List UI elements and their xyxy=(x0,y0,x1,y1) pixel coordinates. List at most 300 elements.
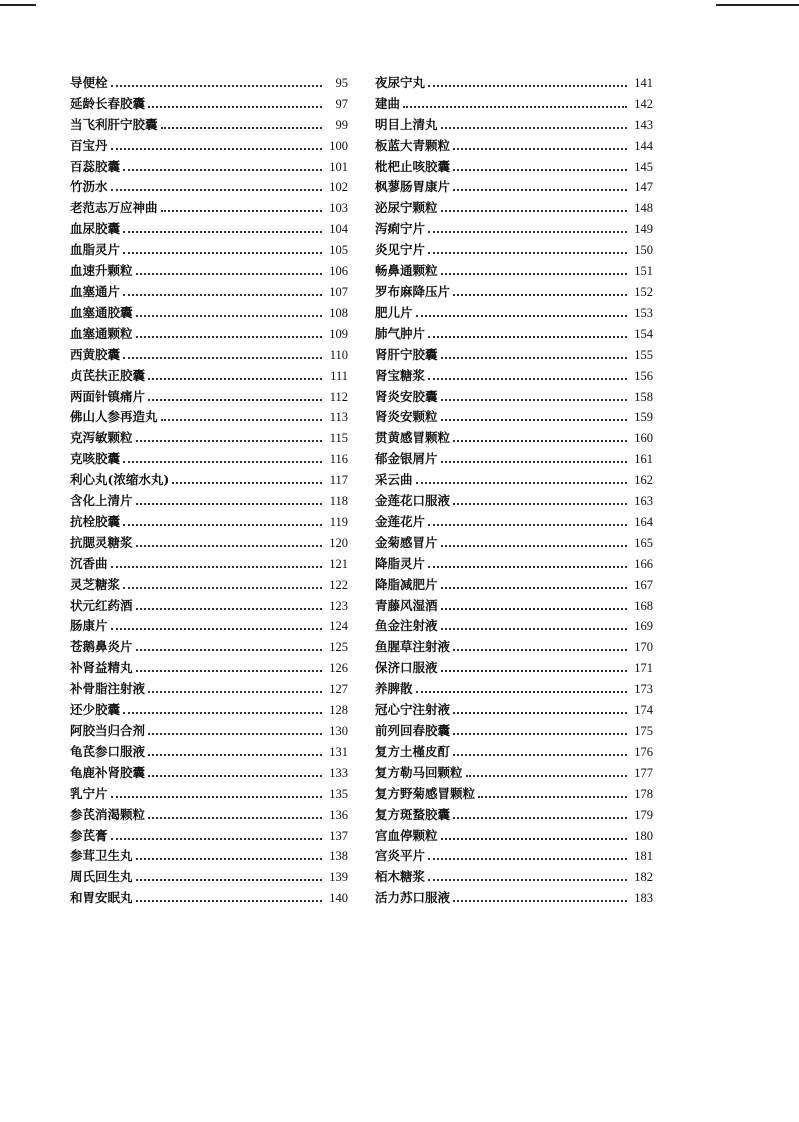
dot-leader xyxy=(148,817,322,819)
entry-title: 郁金银屑片 xyxy=(375,451,438,467)
dot-leader xyxy=(441,399,627,401)
entry-page-number: 160 xyxy=(634,431,653,446)
toc-entry xyxy=(70,156,348,177)
dot-leader xyxy=(453,649,627,651)
entry-title: 贯黄感冒颗粒 xyxy=(375,430,451,446)
toc-entry xyxy=(70,574,348,595)
toc-entry xyxy=(375,846,653,867)
entry-title: 参芪消渴颗粒 xyxy=(70,806,146,822)
entry-page-number: 147 xyxy=(634,180,653,195)
entry-page-number: 150 xyxy=(634,243,653,258)
toc-entry xyxy=(375,783,653,804)
dot-leader xyxy=(123,461,322,463)
toc-entry xyxy=(375,93,653,114)
entry-page-number: 120 xyxy=(329,535,348,550)
dot-leader xyxy=(441,127,627,129)
entry-title: 炎见宁片 xyxy=(375,242,426,258)
toc-entry xyxy=(375,135,653,156)
toc-entry xyxy=(375,574,653,595)
entry-title: 龟鹿补肾胶囊 xyxy=(70,764,146,780)
toc-entry xyxy=(70,281,348,302)
entry-title: 还少胶囊 xyxy=(70,702,121,718)
entry-title: 畅鼻通颗粒 xyxy=(375,263,438,279)
entry-title: 血速升颗粒 xyxy=(70,263,133,279)
toc-entry xyxy=(70,783,348,804)
entry-page-number: 158 xyxy=(634,389,653,404)
entry-title: 导便栓 xyxy=(70,74,108,90)
dot-leader xyxy=(453,294,627,296)
entry-page-number: 128 xyxy=(329,703,348,718)
entry-title: 板蓝大青颗粒 xyxy=(375,137,451,153)
toc-entry xyxy=(70,218,348,239)
scan-edge-mark xyxy=(0,4,36,6)
entry-title: 血尿胶囊 xyxy=(70,221,121,237)
entry-title: 复方斑蝥胶囊 xyxy=(375,806,451,822)
toc-entry xyxy=(375,511,653,532)
toc-entry xyxy=(375,177,653,198)
entry-title: 百宝丹 xyxy=(70,137,108,153)
entry-title: 参芪膏 xyxy=(70,827,108,843)
toc-entry xyxy=(70,197,348,218)
toc-entry xyxy=(70,427,348,448)
entry-title: 青藤风湿酒 xyxy=(375,597,438,613)
toc-entry xyxy=(70,887,348,908)
toc-entry xyxy=(375,804,653,825)
toc-entry xyxy=(375,197,653,218)
entry-page-number: 144 xyxy=(634,138,653,153)
entry-title: 参茸卫生丸 xyxy=(70,848,133,864)
dot-leader xyxy=(123,712,322,714)
toc-entry xyxy=(70,72,348,93)
entry-title: 肾炎安胶囊 xyxy=(375,388,438,404)
dot-leader xyxy=(136,315,322,317)
entry-page-number: 178 xyxy=(634,786,653,801)
entry-page-number: 101 xyxy=(329,159,348,174)
toc-entry xyxy=(375,407,653,428)
entry-page-number: 164 xyxy=(634,514,653,529)
entry-page-number: 168 xyxy=(634,598,653,613)
entry-page-number: 104 xyxy=(329,222,348,237)
dot-leader xyxy=(136,608,322,610)
dot-leader xyxy=(416,315,627,317)
entry-title: 阿胶当归合剂 xyxy=(70,723,146,738)
entry-title: 竹沥水 xyxy=(70,179,108,195)
dot-leader xyxy=(441,419,627,421)
entry-page-number: 174 xyxy=(634,703,653,718)
entry-page-number: 152 xyxy=(634,284,653,299)
toc-entry xyxy=(375,762,653,783)
entry-title: 贞芪扶正胶囊 xyxy=(70,367,146,383)
toc-entry xyxy=(70,825,348,846)
entry-page-number: 110 xyxy=(329,347,348,362)
toc-entry xyxy=(70,804,348,825)
entry-page-number: 179 xyxy=(634,807,653,822)
entry-page-number: 112 xyxy=(329,389,348,404)
entry-title: 泻痢宁片 xyxy=(375,221,426,237)
toc-entry xyxy=(70,595,348,616)
entry-title: 百蕊胶囊 xyxy=(70,158,121,174)
dot-leader xyxy=(136,545,322,547)
toc-entry xyxy=(375,699,653,720)
entry-page-number: 130 xyxy=(329,724,348,738)
entry-title: 金莲花片 xyxy=(375,513,426,529)
dot-leader xyxy=(453,817,627,819)
toc-entry xyxy=(375,866,653,887)
dot-leader xyxy=(111,85,322,87)
dot-leader xyxy=(111,189,322,191)
dot-leader xyxy=(123,357,322,359)
entry-title: 血塞通颗粒 xyxy=(70,325,133,341)
entry-title: 枇杷止咳胶囊 xyxy=(375,158,451,174)
toc-entry xyxy=(70,323,348,344)
entry-page-number: 163 xyxy=(634,494,653,509)
dot-leader xyxy=(441,210,627,212)
entry-title: 抗栓胶囊 xyxy=(70,513,121,529)
dot-leader xyxy=(111,566,322,568)
entry-page-number: 103 xyxy=(329,201,348,216)
toc-entry xyxy=(375,887,653,908)
toc-entry xyxy=(70,260,348,281)
toc-entry xyxy=(70,490,348,511)
entry-title: 肾宝糖浆 xyxy=(375,367,426,383)
entry-title: 鱼金注射液 xyxy=(375,618,438,634)
dot-leader xyxy=(161,210,322,212)
toc-entry xyxy=(375,386,653,407)
toc-entry xyxy=(375,344,653,365)
toc-entry xyxy=(70,448,348,469)
entry-title: 苍鹅鼻炎片 xyxy=(70,639,133,655)
toc-entry xyxy=(375,532,653,553)
toc-entry xyxy=(70,720,348,741)
dot-leader xyxy=(136,336,322,338)
toc-entry xyxy=(70,657,348,678)
entry-page-number: 105 xyxy=(329,243,348,258)
entry-title: 龟芪参口服液 xyxy=(70,743,146,759)
dot-leader xyxy=(111,148,322,150)
dot-leader xyxy=(453,754,627,756)
dot-leader xyxy=(136,858,322,860)
entry-title: 延龄长春胶囊 xyxy=(70,95,146,111)
entry-page-number: 121 xyxy=(329,556,348,571)
dot-leader xyxy=(172,482,322,484)
entry-page-number: 183 xyxy=(634,891,653,906)
entry-title: 状元红药酒 xyxy=(70,597,133,613)
dot-leader xyxy=(416,482,627,484)
toc-entry xyxy=(375,281,653,302)
dot-leader xyxy=(478,796,627,798)
dot-leader xyxy=(161,127,322,129)
entry-page-number: 171 xyxy=(634,661,653,676)
scan-edge-mark xyxy=(716,4,799,6)
entry-page-number: 113 xyxy=(329,410,348,425)
entry-title: 活力苏口服液 xyxy=(375,890,451,906)
dot-leader xyxy=(428,858,627,860)
entry-page-number: 106 xyxy=(329,264,348,279)
entry-title: 金菊感冒片 xyxy=(375,534,438,550)
entry-page-number: 151 xyxy=(634,264,653,279)
entry-page-number: 161 xyxy=(634,452,653,467)
dot-leader xyxy=(428,336,627,338)
dot-leader xyxy=(123,524,322,526)
dot-leader xyxy=(136,503,322,505)
entry-title: 肠康片 xyxy=(70,618,108,634)
dot-leader xyxy=(428,231,627,233)
entry-page-number: 173 xyxy=(634,682,653,697)
entry-title: 枫蓼肠胃康片 xyxy=(375,179,451,195)
entry-page-number: 175 xyxy=(634,724,653,738)
dot-leader xyxy=(453,712,627,714)
entry-title: 血塞通胶囊 xyxy=(70,304,133,320)
entry-page-number: 166 xyxy=(634,556,653,571)
toc-entry xyxy=(70,762,348,783)
toc-entry xyxy=(375,156,653,177)
entry-title: 肾炎安颗粒 xyxy=(375,409,438,425)
entry-title: 宫血停颗粒 xyxy=(375,827,438,843)
entry-page-number: 180 xyxy=(634,828,653,843)
toc-column-right xyxy=(375,72,653,908)
entry-title: 养脾散 xyxy=(375,681,413,697)
dot-leader xyxy=(123,169,322,171)
entry-title: 佛山人参再造丸 xyxy=(70,409,158,425)
dot-leader xyxy=(466,775,627,777)
entry-page-number: 155 xyxy=(634,347,653,362)
entry-page-number: 97 xyxy=(335,96,348,111)
entry-title: 建曲 xyxy=(375,95,401,111)
entry-title: 补骨脂注射液 xyxy=(70,681,146,697)
toc-entry xyxy=(70,741,348,762)
dot-leader xyxy=(428,566,627,568)
dot-leader xyxy=(441,628,627,630)
toc-entry xyxy=(70,93,348,114)
entry-page-number: 159 xyxy=(634,410,653,425)
entry-page-number: 137 xyxy=(329,828,348,843)
entry-title: 血脂灵片 xyxy=(70,242,121,258)
toc-entry xyxy=(70,302,348,323)
dot-leader xyxy=(136,273,322,275)
entry-page-number: 181 xyxy=(634,849,653,864)
entry-page-number: 165 xyxy=(634,535,653,550)
entry-title: 克泻敏颗粒 xyxy=(70,430,133,446)
entry-page-number: 170 xyxy=(634,640,653,655)
dot-leader xyxy=(453,440,627,442)
entry-page-number: 162 xyxy=(634,473,653,488)
dot-leader xyxy=(453,148,627,150)
entry-title: 血塞通片 xyxy=(70,283,121,299)
entry-title: 含化上清片 xyxy=(70,493,133,509)
entry-page-number: 145 xyxy=(634,159,653,174)
toc-entry xyxy=(70,239,348,260)
dot-leader xyxy=(403,106,627,108)
toc-entry xyxy=(375,114,653,135)
dot-leader xyxy=(428,879,627,881)
toc-entry xyxy=(375,427,653,448)
entry-title: 降脂减肥片 xyxy=(375,576,438,592)
entry-title: 明目上清丸 xyxy=(375,116,438,132)
entry-title: 老范志万应神曲 xyxy=(70,200,158,216)
toc-entry xyxy=(70,699,348,720)
toc-entry xyxy=(375,720,653,741)
toc-entry xyxy=(70,407,348,428)
dot-leader xyxy=(441,587,627,589)
entry-title: 利心丸(浓缩水丸) xyxy=(70,472,170,488)
entry-page-number: 124 xyxy=(329,619,348,634)
dot-leader xyxy=(441,357,627,359)
entry-title: 保济口服液 xyxy=(375,660,438,676)
dot-leader xyxy=(111,838,322,840)
toc-entry xyxy=(375,657,653,678)
entry-page-number: 136 xyxy=(329,807,348,822)
dot-leader xyxy=(148,775,322,777)
entry-page-number: 154 xyxy=(634,326,653,341)
entry-page-number: 109 xyxy=(329,326,348,341)
dot-leader xyxy=(428,85,627,87)
entry-page-number: 117 xyxy=(329,473,348,488)
dot-leader xyxy=(136,900,322,902)
entry-page-number: 182 xyxy=(634,870,653,885)
entry-title: 乳宁片 xyxy=(70,785,108,801)
entry-page-number: 115 xyxy=(329,431,348,446)
entry-title: 夜尿宁丸 xyxy=(375,74,426,90)
dot-leader xyxy=(111,796,322,798)
toc-entry xyxy=(70,469,348,490)
entry-page-number: 156 xyxy=(634,368,653,383)
dot-leader xyxy=(453,900,627,902)
dot-leader xyxy=(161,419,322,421)
entry-page-number: 169 xyxy=(634,619,653,634)
dot-leader xyxy=(441,608,627,610)
entry-page-number: 99 xyxy=(335,117,348,132)
entry-page-number: 153 xyxy=(634,305,653,320)
entry-title: 复方勒马回颗粒 xyxy=(375,764,463,780)
entry-page-number: 135 xyxy=(329,786,348,801)
entry-page-number: 125 xyxy=(329,640,348,655)
entry-title: 宫炎平片 xyxy=(375,848,426,864)
entry-title: 和胃安眠丸 xyxy=(70,890,133,906)
dot-leader xyxy=(441,461,627,463)
entry-page-number: 149 xyxy=(634,222,653,237)
dot-leader xyxy=(441,670,627,672)
entry-title: 当飞利肝宁胶囊 xyxy=(70,116,158,132)
toc-entry xyxy=(375,469,653,490)
dot-leader xyxy=(441,838,627,840)
entry-page-number: 127 xyxy=(329,682,348,697)
entry-title: 栢木糖浆 xyxy=(375,869,426,885)
toc-entry xyxy=(70,678,348,699)
entry-page-number: 111 xyxy=(330,368,348,383)
toc-entry xyxy=(70,866,348,887)
toc-entry xyxy=(70,532,348,553)
dot-leader xyxy=(123,231,322,233)
dot-leader xyxy=(136,670,322,672)
entry-title: 肺气肿片 xyxy=(375,325,426,341)
dot-leader xyxy=(453,169,627,171)
entry-title: 周氏回生丸 xyxy=(70,869,133,885)
dot-leader xyxy=(453,503,627,505)
entry-page-number: 102 xyxy=(329,180,348,195)
entry-title: 复方野菊感冒颗粒 xyxy=(375,785,476,801)
entry-title: 灵芝糖浆 xyxy=(70,576,121,592)
entry-title: 抗腮灵糖浆 xyxy=(70,534,133,550)
entry-title: 前列回春胶囊 xyxy=(375,723,451,738)
entry-title: 两面针镇痛片 xyxy=(70,388,146,404)
dot-leader xyxy=(428,524,627,526)
entry-page-number: 119 xyxy=(329,514,348,529)
dot-leader xyxy=(416,691,627,693)
entry-page-number: 138 xyxy=(329,849,348,864)
toc-entry xyxy=(375,302,653,323)
entry-page-number: 122 xyxy=(329,577,348,592)
dot-leader xyxy=(428,378,627,380)
dot-leader xyxy=(441,545,627,547)
entry-page-number: 176 xyxy=(634,744,653,759)
entry-page-number: 133 xyxy=(329,765,348,780)
entry-page-number: 118 xyxy=(329,494,348,509)
toc-entry xyxy=(375,678,653,699)
entry-title: 泌尿宁颗粒 xyxy=(375,200,438,216)
entry-title: 补肾益精丸 xyxy=(70,660,133,676)
dot-leader xyxy=(441,273,627,275)
dot-leader xyxy=(148,378,322,380)
entry-title: 复方土槿皮酊 xyxy=(375,743,451,759)
dot-leader xyxy=(148,754,322,756)
entry-title: 肾肝宁胶囊 xyxy=(375,346,438,362)
toc-entry xyxy=(70,177,348,198)
toc-entry xyxy=(375,616,653,637)
dot-leader xyxy=(453,733,627,735)
dot-leader xyxy=(148,733,322,735)
dot-leader xyxy=(148,691,322,693)
entry-page-number: 177 xyxy=(634,765,653,780)
toc-entry xyxy=(375,72,653,93)
dot-leader xyxy=(136,879,322,881)
toc-entry xyxy=(70,344,348,365)
toc-entry xyxy=(70,114,348,135)
toc-entry xyxy=(375,741,653,762)
entry-page-number: 108 xyxy=(329,305,348,320)
toc-entry xyxy=(375,323,653,344)
entry-page-number: 131 xyxy=(329,744,348,759)
toc-entry xyxy=(375,595,653,616)
dot-leader xyxy=(123,294,322,296)
dot-leader xyxy=(123,252,322,254)
entry-page-number: 116 xyxy=(329,452,348,467)
dot-leader xyxy=(148,399,322,401)
toc-entry xyxy=(375,239,653,260)
toc-entry xyxy=(375,218,653,239)
entry-page-number: 143 xyxy=(634,117,653,132)
toc-entry xyxy=(70,553,348,574)
toc-entry xyxy=(70,386,348,407)
dot-leader xyxy=(136,649,322,651)
toc-entry xyxy=(375,490,653,511)
entry-title: 肥儿片 xyxy=(375,304,413,320)
entry-page-number: 139 xyxy=(329,870,348,885)
dot-leader xyxy=(148,106,322,108)
dot-leader xyxy=(123,587,322,589)
toc-entry xyxy=(70,846,348,867)
entry-page-number: 140 xyxy=(329,891,348,906)
toc-column-left xyxy=(70,72,348,908)
toc-entry xyxy=(375,365,653,386)
toc-entry xyxy=(375,825,653,846)
entry-title: 罗布麻降压片 xyxy=(375,283,451,299)
toc-entry xyxy=(375,636,653,657)
entry-title: 鱼腥草注射液 xyxy=(375,639,451,655)
entry-title: 金莲花口服液 xyxy=(375,493,451,509)
toc-entry xyxy=(375,448,653,469)
entry-title: 冠心宁注射液 xyxy=(375,702,451,718)
entry-title: 沉香曲 xyxy=(70,555,108,571)
